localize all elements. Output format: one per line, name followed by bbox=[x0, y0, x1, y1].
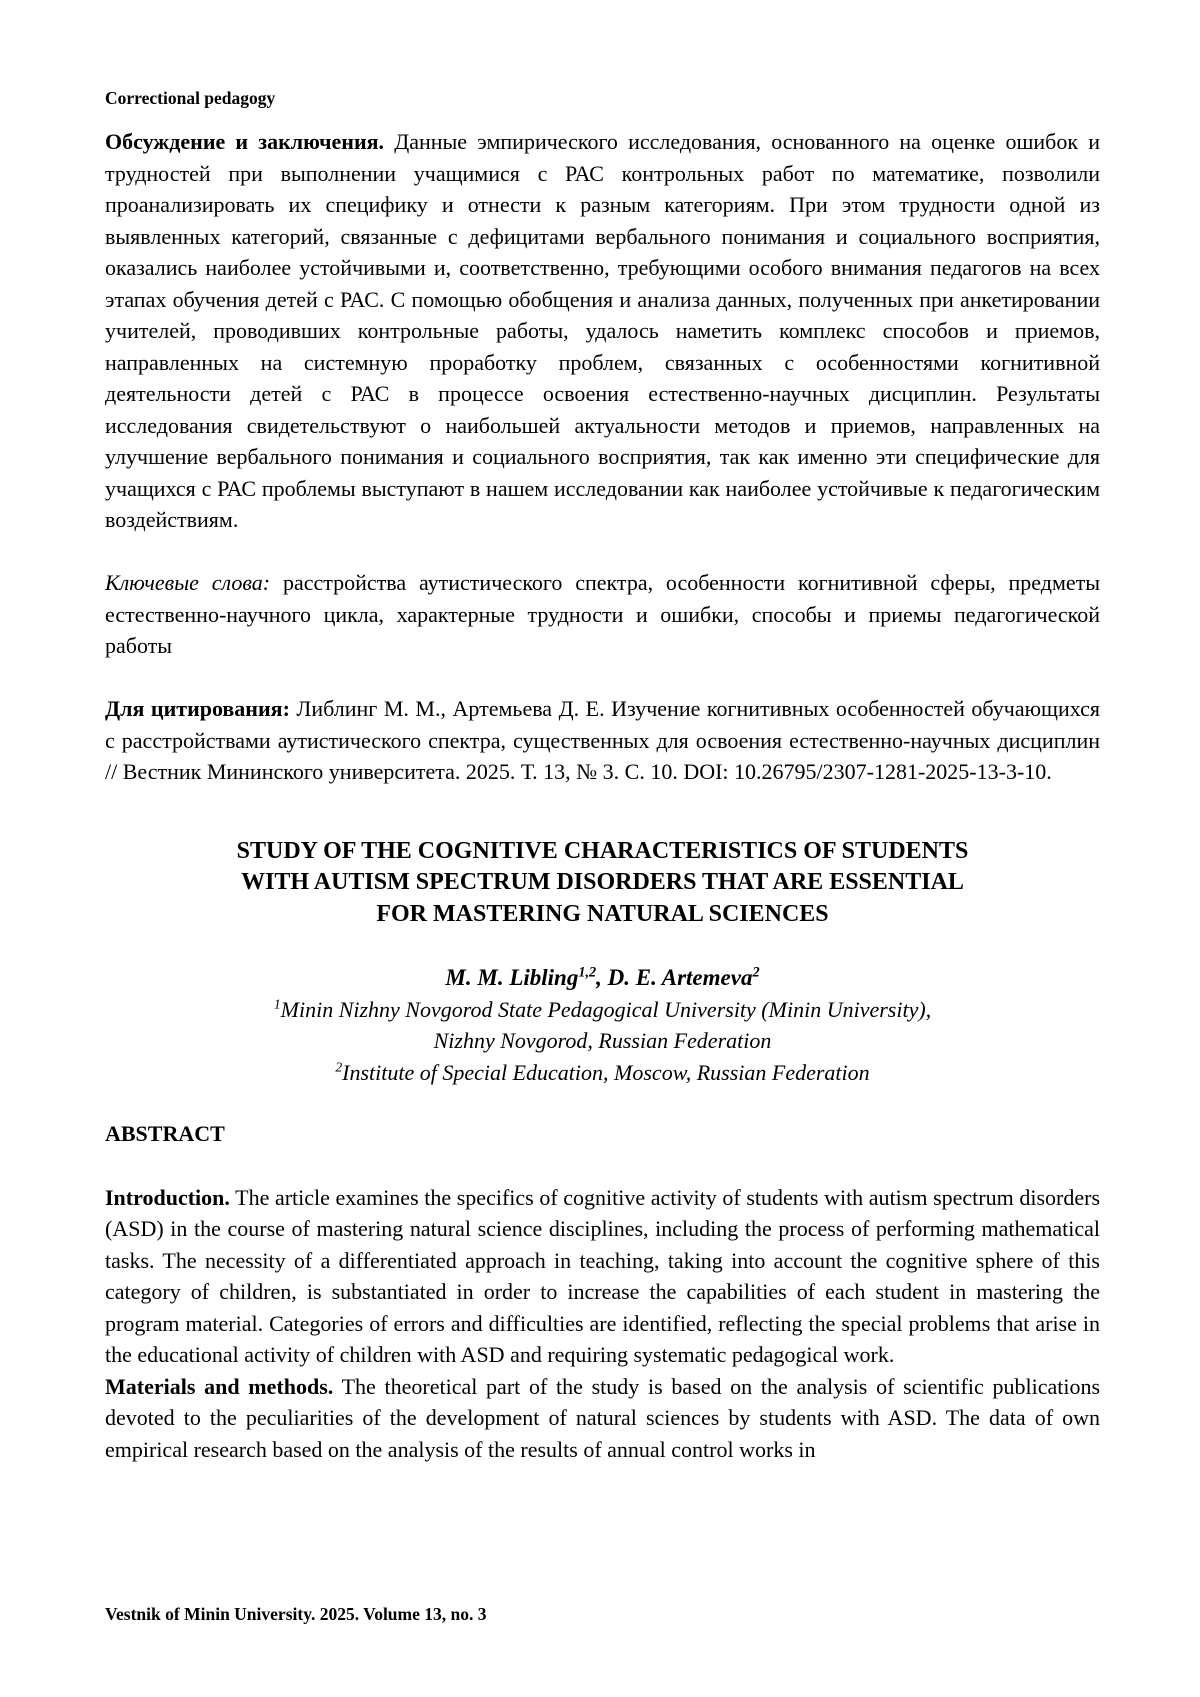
affiliation-1-text: Minin Nizhny Novgorod State Pedagogical University (Minin University), bbox=[280, 996, 932, 1022]
author-2-superscript: 2 bbox=[752, 964, 760, 981]
discussion-text: Данные эмпирического исследования, основанного на оценке ошибок и трудностей при выполнении учащимися с РАС контрольных работ по математике, позволили проанализировать их специфику и отнести к разным категориям. При этом трудности одной из выявленных категорий, связанные с дефицитами вербального понимания и социального восприятия, оказались наиболее устойчивыми и, соответственно, требующими особого внимания педагогов на всех этапах обучения детей с РАС. С помощью обобщения и анализа данных, полученных при анкетировании учителей, проводивших контрольные работы, удалось наметить комплекс способов и приемов, направленных на системную проработку проблем, связанных с особенностями когнитивной деятельности детей с РАС в процессе освоения естественно-научных дисциплин. Результаты исследования свидетельствуют о наибольшей актуальности методов и приемов, направленных на улучшение вербального понимания и социального восприятия, так как именно эти специфические для учащихся с РАС проблемы выступают в нашем исследовании как наиболее устойчивые к педагогическим воздействиям. bbox=[105, 129, 1100, 532]
citation-label: Для цитирования: bbox=[105, 696, 290, 721]
title-line-2: WITH AUTISM SPECTRUM DISORDERS THAT ARE ESSENTIAL bbox=[241, 869, 964, 895]
authors-separator: , bbox=[596, 965, 608, 990]
introduction-text: The article examines the specifics of cognitive activity of students with autism spectrum disorders (ASD) in the course of mastering natural science disciplines, including the process of performing mathematical tasks. The necessity of a differentiated approach in teaching, taking into account the cognitive sphere of this category of children, is substantiated in order to increase the capabilities of each student in mastering the program material. Categories of errors and difficulties are identified, reflecting the special problems that arise in the educational activity of children with ASD and requiring systematic pedagogical work. bbox=[105, 1184, 1101, 1367]
citation-text: Либлинг М. М., Артемьева Д. Е. Изучение когнитивных особенностей обучающихся с расстройствами аутистического спектра, существенных для освоения естественно-научных дисциплин // Вестник Мининского университета. 2025. Т. 13, № 3. С. 10. DOI: 10.26795/2307-1281-2025-13-3-10. bbox=[105, 696, 1100, 784]
abstract-heading: ABSTRACT bbox=[105, 1121, 225, 1146]
affiliation-1-line-2-text: Nizhny Novgorod, Russian Federation bbox=[433, 1028, 772, 1053]
materials-and-methods-label: Materials and methods. bbox=[105, 1373, 334, 1399]
affiliation-2-superscript: 2 bbox=[335, 1059, 343, 1075]
author-1-name: M. M. Libling bbox=[445, 965, 579, 990]
affiliation-2-text: Institute of Special Education, Moscow, Russian Federation bbox=[342, 1059, 870, 1085]
author-2-name: D. E. Artemeva bbox=[607, 965, 753, 990]
title-line-3: FOR MASTERING NATURAL SCIENCES bbox=[376, 900, 829, 927]
page-footer: Vestnik of Minin University. 2025. Volume 13, no. 3 bbox=[105, 1604, 487, 1624]
citation-paragraph bbox=[105, 693, 1100, 788]
running-head: Correctional pedagogy bbox=[105, 88, 276, 108]
affiliations-block bbox=[105, 994, 1100, 1089]
discussion-label: Обсуждение и заключения. bbox=[105, 129, 385, 154]
discussion-paragraph bbox=[105, 126, 1100, 536]
keywords-text: расстройства аутистического спектра, особенности когнитивной сферы, предметы естественно-научного цикла, характерные трудности и ошибки, способы и приемы педагогической работы bbox=[105, 570, 1101, 658]
author-1-superscript: 1,2 bbox=[578, 964, 597, 981]
affiliation-2 bbox=[105, 1057, 1100, 1089]
authors-line bbox=[105, 962, 1100, 994]
article-title-english bbox=[105, 836, 1100, 931]
abstract-introduction-paragraph bbox=[105, 1182, 1100, 1371]
keywords-paragraph bbox=[105, 567, 1100, 662]
title-line-1: STUDY OF THE COGNITIVE CHARACTERISTICS OF STUDENTS bbox=[236, 837, 969, 864]
abstract-materials-paragraph bbox=[105, 1371, 1100, 1466]
affiliation-1 bbox=[105, 994, 1100, 1026]
introduction-label: Introduction. bbox=[105, 1184, 230, 1210]
affiliation-1-line-2 bbox=[105, 1025, 1100, 1057]
materials-and-methods-text: The theoretical part of the study is based on the analysis of scientific publications devoted to the peculiarities of the development of natural sciences by students with ASD. The data of own empirical research based on the analysis of the results of annual control works in bbox=[105, 1373, 1101, 1462]
keywords-label: Ключевые слова: bbox=[105, 570, 271, 595]
affiliation-1-superscript: 1 bbox=[273, 996, 281, 1012]
